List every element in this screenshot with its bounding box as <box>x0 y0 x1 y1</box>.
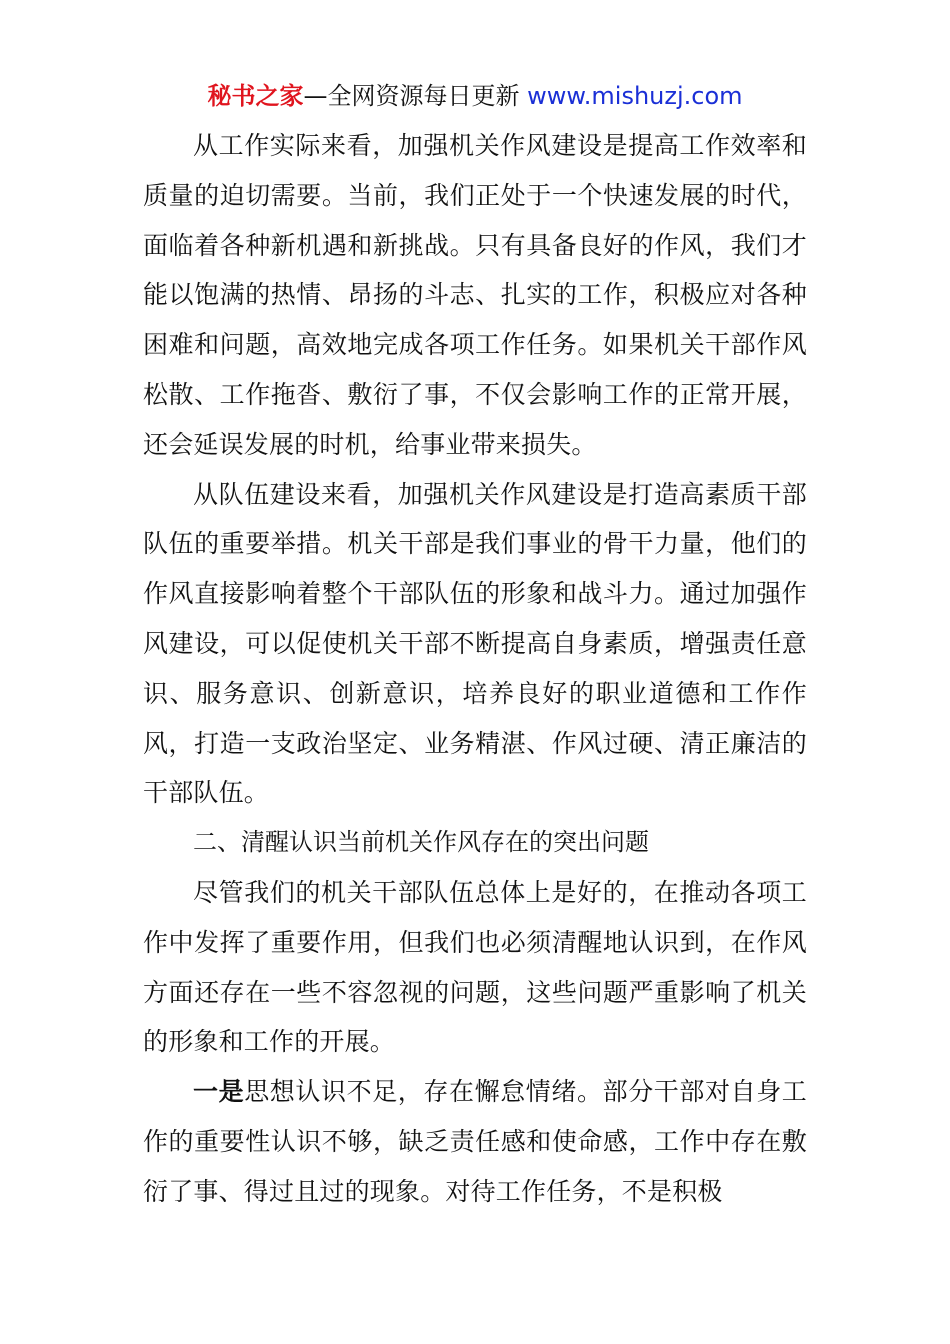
document-body <box>143 121 807 1217</box>
section-heading: 二、清醒认识当前机关作风存在的突出问题 <box>193 828 649 857</box>
point-one-lead: 一是 <box>193 1077 245 1107</box>
point-one-text: 思想认识不足，存在懈怠情绪。部分干部对自身工作的重要性认识不够，缺乏责任感和使命感，工作中存在敷衍了事、得过且过的现象。对待工作任务，不是积极 <box>143 1077 807 1206</box>
site-brand: 秘书之家 <box>207 82 304 110</box>
paragraph-point-one <box>143 1067 807 1216</box>
paragraph-intro: 尽管我们的机关干部队伍总体上是好的，在推动各项工作中发挥了重要作用，但我们也必须清醒地认识到，在作风方面还存在一些不容忽视的问题，这些问题严重影响了机关的形象和工作的开展。 <box>143 877 807 1057</box>
site-tagline: —全网资源每日更新 <box>303 82 528 110</box>
paragraph-team-building: 从队伍建设来看，加强机关作风建设是打造高素质干部队伍的重要举措。机关干部是我们事业的骨干力量，他们的作风直接影响着整个干部队伍的形象和战斗力。通过加强作风建设，可以促使机关干部不断提高自身素质，增强责任意识、服务意识、创新意识，培养良好的职业道德和工作作风，打造一支政治坚定、业务精湛、作风过硬、清正廉洁的干部队伍。 <box>143 479 807 808</box>
site-header <box>0 80 950 112</box>
site-url[interactable]: www.mishuzj.com <box>527 82 743 110</box>
paragraph-work-practice: 从工作实际来看，加强机关作风建设是提高工作效率和质量的迫切需要。当前，我们正处于一个快速发展的时代，面临着各种新机遇和新挑战。只有具备良好的作风，我们才能以饱满的热情、昂扬的斗志、扎实的工作，积极应对各种困难和问题，高效地完成各项工作任务。如果机关干部作风松散、工作拖沓、敷衍了事，不仅会影响工作的正常开展，还会延误发展的时机，给事业带来损失。 <box>143 131 807 459</box>
